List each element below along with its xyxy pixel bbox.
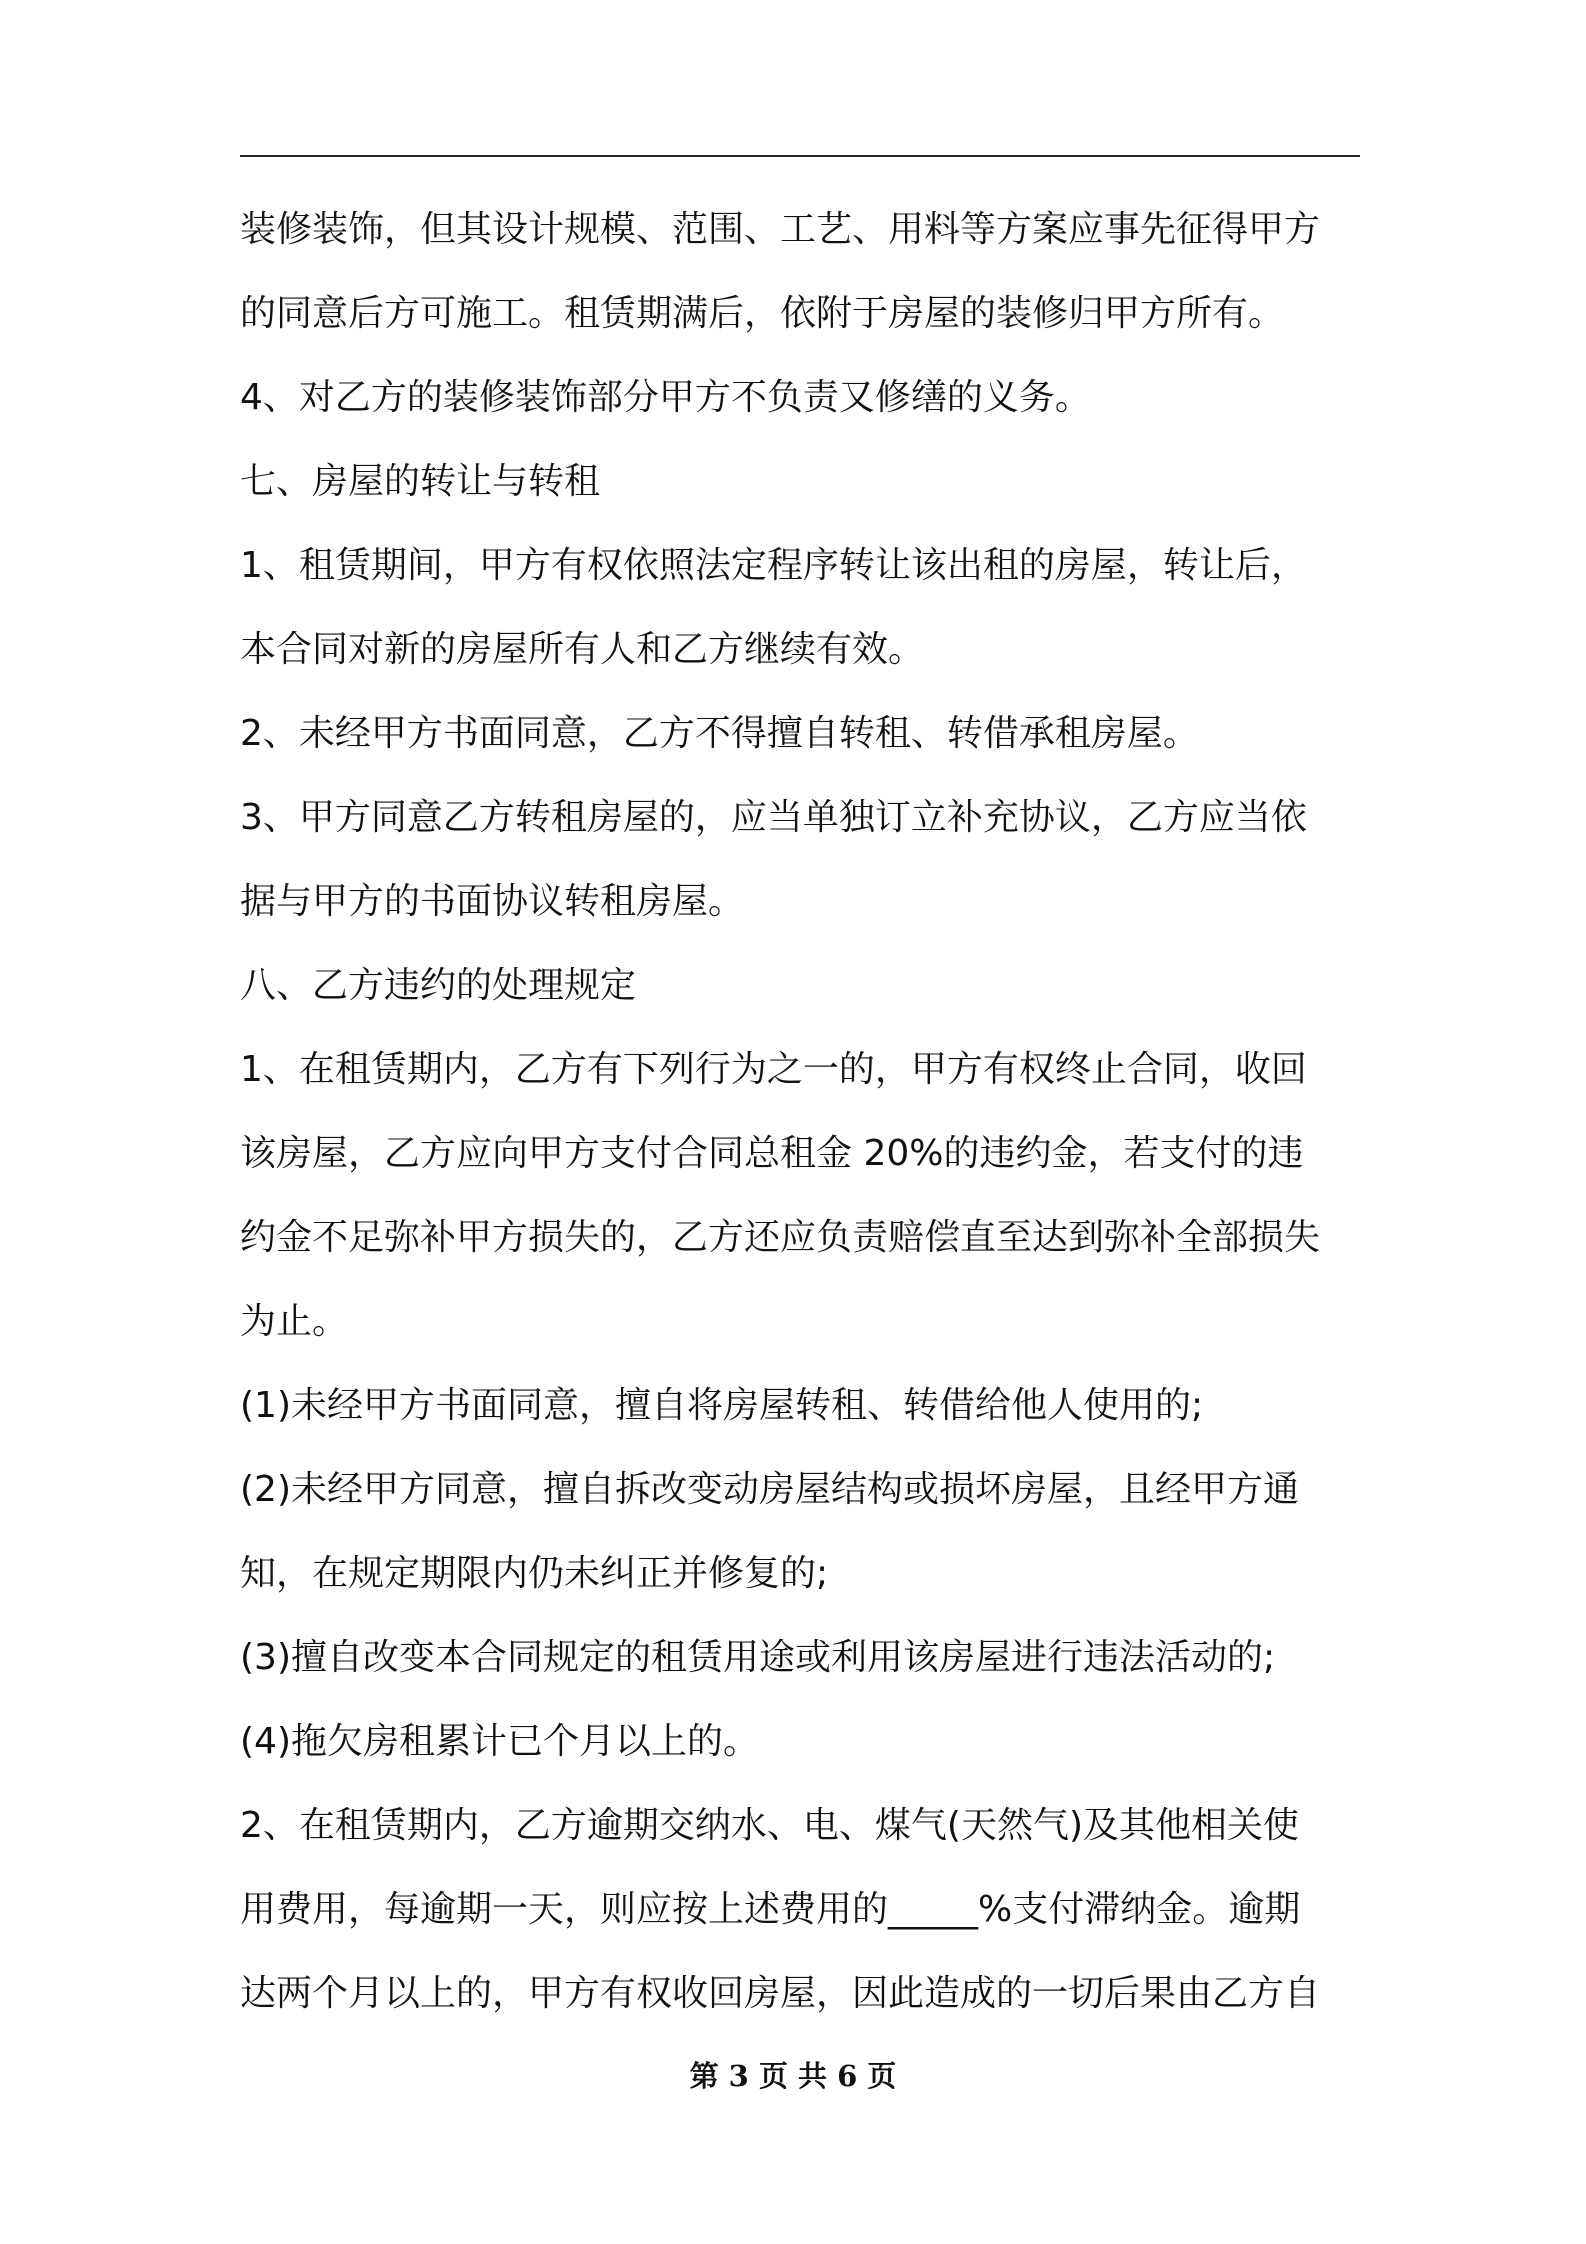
text-line: 为止。 bbox=[240, 1301, 349, 1342]
section-heading: 八、乙方违约的处理规定 bbox=[240, 965, 637, 1006]
text-line: (2)未经甲方同意，擅自拆改变动房屋结构或损坏房屋，且经甲方通 bbox=[240, 1469, 1299, 1510]
page-number: 第 3 页 共 6 页 bbox=[689, 2059, 897, 2093]
text-line: 约金不足弥补甲方损失的，乙方还应负责赔偿直至达到弥补全部损失 bbox=[240, 1217, 1321, 1258]
text-line: 本合同对新的房屋所有人和乙方继续有效。 bbox=[240, 629, 925, 670]
text-line: (1)未经甲方书面同意，擅自将房屋转租、转借给他人使用的; bbox=[240, 1385, 1204, 1426]
text-line: 1、租赁期间，甲方有权依照法定程序转让该出租的房屋，转让后， bbox=[240, 545, 1307, 586]
text-line: 装修装饰，但其设计规模、范围、工艺、用料等方案应事先征得甲方 bbox=[240, 209, 1321, 250]
text-line: (4)拖欠房租累计已个月以上的。 bbox=[240, 1721, 759, 1762]
text-line: 1、在租赁期内，乙方有下列行为之一的，甲方有权终止合同，收回 bbox=[240, 1049, 1307, 1090]
text-line: 据与甲方的书面协议转租房屋。 bbox=[240, 881, 745, 922]
text-line: 知，在规定期限内仍未纠正并修复的; bbox=[240, 1553, 829, 1594]
text-line: (3)擅自改变本合同规定的租赁用途或利用该房屋进行违法活动的; bbox=[240, 1637, 1276, 1678]
text-line: 该房屋，乙方应向甲方支付合同总租金 20%的违约金，若支付的违 bbox=[240, 1133, 1304, 1174]
text-line: 达两个月以上的，甲方有权收回房屋，因此造成的一切后果由乙方自 bbox=[240, 1973, 1321, 2014]
section-heading: 七、房屋的转让与转租 bbox=[240, 461, 601, 502]
text-line: 用费用，每逾期一天，则应按上述费用的_____%支付滞纳金。逾期 bbox=[240, 1889, 1301, 1930]
text-line: 2、未经甲方书面同意，乙方不得擅自转租、转借承租房屋。 bbox=[240, 713, 1199, 754]
text-line: 3、甲方同意乙方转租房屋的，应当单独订立补充协议，乙方应当依 bbox=[240, 797, 1307, 838]
text-line: 2、在租赁期内，乙方逾期交纳水、电、煤气(天然气)及其他相关使 bbox=[240, 1805, 1299, 1846]
document-body bbox=[240, 188, 1370, 2036]
text-line: 的同意后方可施工。租赁期满后，依附于房屋的装修归甲方所有。 bbox=[240, 293, 1285, 334]
text-line: 4、对乙方的装修装饰部分甲方不负责又修缮的义务。 bbox=[240, 377, 1091, 418]
header-rule bbox=[240, 155, 1360, 157]
